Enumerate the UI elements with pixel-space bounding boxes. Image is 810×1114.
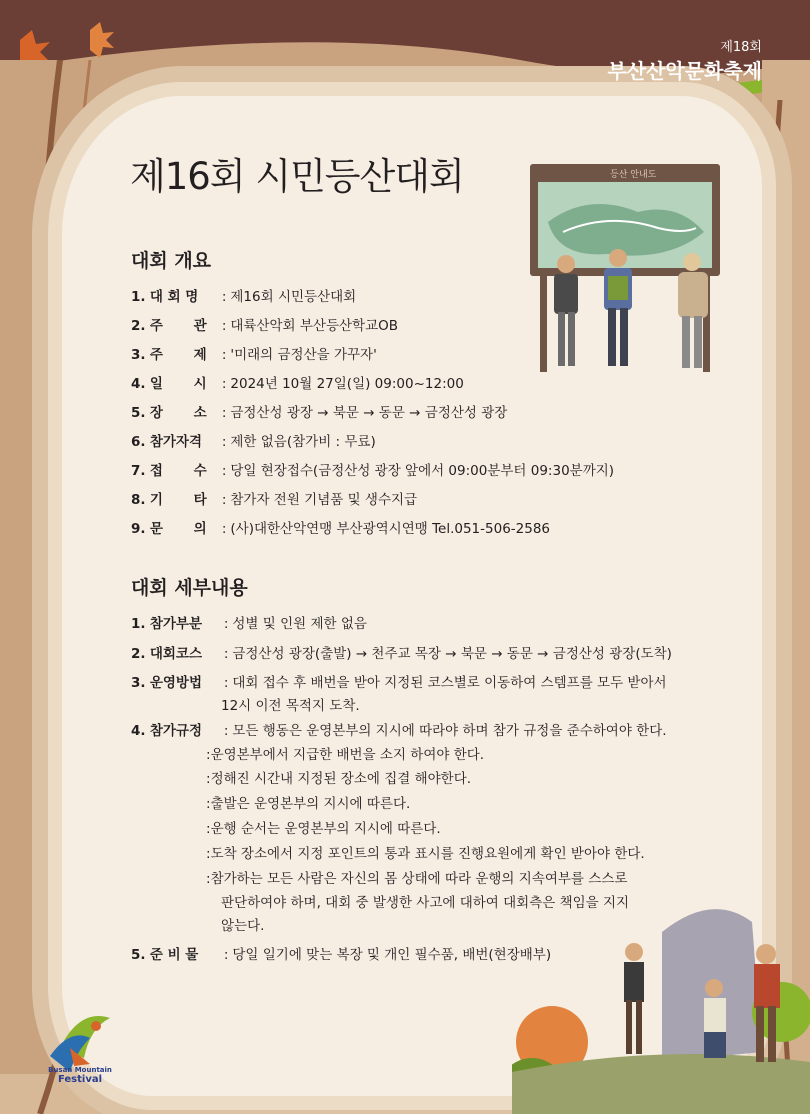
item-value: 금정산성 광장(출발) → 천주교 목장 → 북문 → 동문 → 금정산성 광장(도착)	[232, 646, 672, 662]
overview-item	[131, 345, 377, 365]
item-number: 2.	[131, 318, 146, 334]
item-colon: :	[221, 463, 227, 479]
details-item	[131, 644, 672, 664]
item-number: 5.	[131, 405, 146, 421]
rule-line: :운행 순서는 운영본부의 지시에 따른다.	[206, 821, 441, 837]
festival-name: 부산산악문화축제	[607, 59, 762, 83]
item-value: 제16회 시민등산대회	[230, 289, 357, 305]
item-value: 당일 일기에 맞는 복장 및 개인 필수품, 배번(현장배부)	[232, 947, 552, 963]
item-label: 장 소	[149, 405, 207, 421]
details-item	[131, 673, 667, 693]
logo-line-2: Festival	[57, 1074, 103, 1085]
item-value: 대륙산악회 부산등산학교OB	[230, 318, 399, 334]
item-label: 기 타	[149, 492, 207, 508]
item-label: 참가부분	[149, 616, 202, 632]
item-value: 성별 및 인원 제한 없음	[232, 616, 367, 632]
overview-item	[131, 432, 376, 452]
item-number: 4.	[131, 723, 146, 739]
overview-item	[131, 461, 614, 481]
item-colon: :	[221, 318, 227, 334]
item-colon: :	[223, 723, 229, 739]
rule-line: :참가하는 모든 사람은 자신의 몸 상태에 따라 운행의 지속여부를 스스로	[206, 871, 628, 887]
item-value: '미래의 금정산을 가꾸자'	[230, 347, 377, 363]
rule-line-wrap: 판단하여야 하며, 대회 중 발생한 사고에 대하여 대회측은 책임을 지지	[221, 895, 630, 911]
logo-line-1: Busan Mountain	[48, 1066, 112, 1074]
item-label: 문 의	[149, 521, 207, 537]
festival-edition: 제18회	[720, 40, 762, 55]
rule-line: :도착 장소에서 지정 포인트의 통과 표시를 진행요원에게 확인 받아야 한다.	[206, 846, 645, 862]
details-item-continuation: 12시 이전 목적지 도착.	[221, 698, 360, 714]
details-item	[131, 721, 667, 741]
item-number: 4.	[131, 376, 146, 392]
item-value: 참가자 전원 기념품 및 생수지급	[230, 492, 418, 508]
item-colon: :	[221, 521, 227, 537]
item-label: 주 제	[149, 347, 207, 363]
item-label: 참가규정	[149, 723, 202, 739]
overview-item	[131, 316, 398, 336]
item-number: 9.	[131, 521, 146, 537]
item-label: 주 관	[149, 318, 207, 334]
item-label: 준 비 물	[149, 947, 199, 963]
item-number: 8.	[131, 492, 146, 508]
overview-item	[131, 519, 550, 539]
item-number: 6.	[131, 434, 146, 450]
rule-line: :운영본부에서 지급한 배번을 소지 하여야 한다.	[206, 747, 485, 763]
details-heading: 대회 세부내용	[131, 577, 248, 599]
item-label: 대 회 명	[149, 289, 199, 305]
item-colon: :	[223, 947, 229, 963]
page-title: 제16회 시민등산대회	[130, 155, 464, 198]
item-value: 금정산성 광장 → 북문 → 동문 → 금정산성 광장	[230, 405, 508, 421]
item-number: 3.	[131, 347, 146, 363]
rule-line-wrap: 않는다.	[221, 918, 265, 934]
item-value: 2024년 10월 27일(일) 09:00~12:00	[230, 376, 464, 392]
item-colon: :	[221, 347, 227, 363]
item-number: 7.	[131, 463, 146, 479]
item-label: 운영방법	[149, 675, 202, 691]
item-value: (사)대한산악연맹 부산광역시연맹 Tel.051-506-2586	[230, 521, 551, 537]
details-item	[131, 945, 551, 965]
item-number: 1.	[131, 289, 146, 305]
rule-line: :출발은 운영본부의 지시에 따른다.	[206, 796, 411, 812]
overview-item	[131, 403, 507, 423]
item-value: 대회 접수 후 배번을 받아 지정된 코스별로 이동하여 스템프를 모두 받아서	[232, 675, 667, 691]
item-colon: :	[223, 616, 229, 632]
item-colon: :	[221, 376, 227, 392]
item-label: 대회코스	[149, 646, 202, 662]
item-colon: :	[221, 434, 227, 450]
rule-line: :정해진 시간내 지정된 장소에 집결 해야한다.	[206, 771, 472, 787]
overview-heading: 대회 개요	[131, 250, 212, 272]
item-colon: :	[223, 675, 229, 691]
item-colon: :	[221, 289, 227, 305]
item-value: 당일 현장접수(금정산성 광장 앞에서 09:00분부터 09:30분까지)	[230, 463, 615, 479]
overview-item	[131, 490, 417, 510]
item-number: 1.	[131, 616, 146, 632]
item-label: 접 수	[149, 463, 207, 479]
item-value: 제한 없음(참가비 : 무료)	[230, 434, 376, 450]
overview-item	[131, 374, 464, 394]
item-label: 일 시	[149, 376, 207, 392]
details-item	[131, 614, 367, 634]
item-number: 3.	[131, 675, 146, 691]
sign-text: 등산 안내도	[610, 170, 657, 180]
item-colon: :	[221, 405, 227, 421]
item-colon: :	[221, 492, 227, 508]
item-label: 참가자격	[149, 434, 202, 450]
item-number: 5.	[131, 947, 146, 963]
item-colon: :	[223, 646, 229, 662]
overview-item	[131, 287, 356, 307]
item-number: 2.	[131, 646, 146, 662]
item-value: 모든 행동은 운영본부의 지시에 따라야 하며 참가 규정을 준수하여야 한다.	[232, 723, 667, 739]
